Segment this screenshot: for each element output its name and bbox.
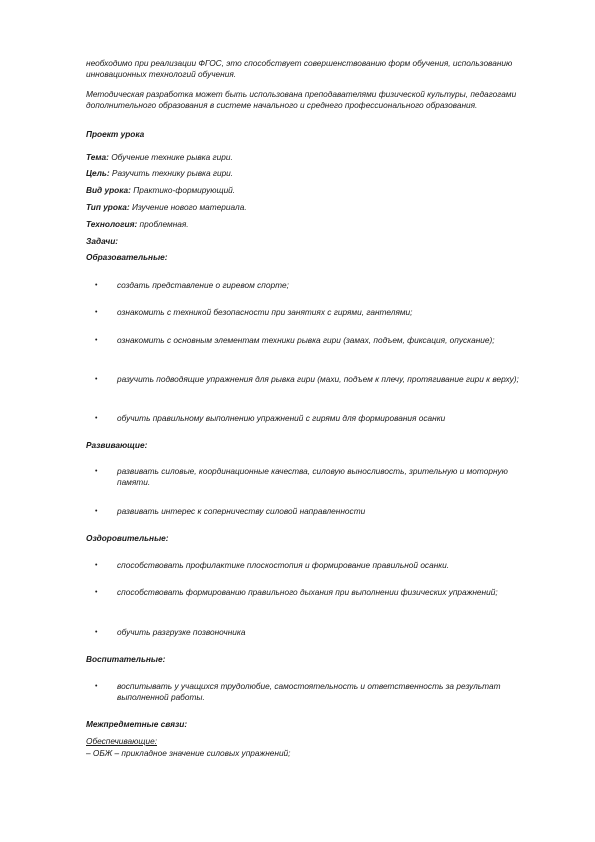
list-item: воспитывать у учащихся трудолюбие, самостоятельность и ответственность за результат выполненной работы. [117, 681, 501, 702]
bullet-icon: • [95, 309, 98, 316]
list-item: ознакомить с техникой безопасности при занятиях с гирями, гантелями; [117, 307, 413, 317]
intro-paragraph-2: Методическая разработка может быть использована преподавателями физической культуры, педагогами дополнительного образования в системе начального и среднего профессионального образования. [86, 89, 517, 110]
bullet-icon: • [95, 468, 98, 475]
list-item: ознакомить с основным элементам техники рывка гири (замах, подъем, фиксация, опускание); [117, 335, 495, 345]
list-item: развивать интерес к соперничеству силовой направленности [117, 506, 366, 516]
section-heading-developing: Развивающие: [86, 440, 148, 450]
bullet-icon: • [95, 562, 98, 569]
field-label: Цель: [86, 168, 110, 178]
support-line: – ОБЖ – прикладное значение силовых упражнений; [86, 748, 291, 758]
list-item: обучить правильному выполнению упражнений с гирями для формирования осанки [117, 413, 446, 423]
field-value: Изучение нового материала. [129, 202, 247, 212]
list-item: разучить подводящие упражнения для рывка гири (махи, подъем к плечу, протягивание гири к верху); [117, 374, 519, 384]
bullet-icon: • [95, 337, 98, 344]
bullet-icon: • [95, 282, 98, 289]
list-item: создать представление о гиревом спорте; [117, 280, 289, 290]
field-value: Практико-формирующий. [130, 185, 236, 195]
field-lesson-kind [86, 185, 526, 196]
field-value: Разучить технику рывка гири. [109, 168, 234, 178]
intro-paragraph-1: необходимо при реализации ФГОС, это способствует совершенствованию форм обучения, использованию инновационных технологий обучения. [86, 58, 513, 79]
list-item: обучить разгрузке позвоночника [117, 627, 246, 637]
field-label: Вид урока: [86, 185, 131, 195]
field-topic [86, 152, 526, 163]
field-value: Обучение технике рывка гири. [108, 152, 233, 162]
field-lesson-type [86, 202, 526, 213]
field-label: Тип урока: [86, 202, 130, 212]
section-heading-educational: Образовательные: [86, 252, 168, 262]
list-item: способствовать профилактике плоскостопия и формирование правильной осанки. [117, 560, 450, 570]
bullet-icon: • [95, 683, 98, 690]
support-heading: Обеспечивающие: [86, 736, 158, 746]
bullet-icon: • [95, 376, 98, 383]
bullet-icon: • [95, 415, 98, 422]
field-value: проблемная. [137, 219, 189, 229]
bullet-icon: • [95, 508, 98, 515]
bullet-icon: • [95, 629, 98, 636]
project-heading: Проект урока [86, 129, 145, 139]
field-label: Технология: [86, 219, 138, 229]
field-goal [86, 168, 526, 179]
tasks-heading: Задачи: [86, 236, 119, 246]
field-label: Тема: [86, 152, 109, 162]
bullet-icon: • [95, 589, 98, 596]
field-technology [86, 219, 526, 230]
list-item: способствовать формированию правильного дыхания при выполнении физических упражнений; [117, 587, 498, 597]
list-item: развивать силовые, координационные качества, силовую выносливость, зрительную и моторную памяти. [117, 466, 508, 487]
section-heading-health: Оздоровительные: [86, 533, 169, 543]
links-heading: Межпредметные связи: [86, 719, 188, 729]
section-heading-upbringing: Воспитательные: [86, 654, 166, 664]
